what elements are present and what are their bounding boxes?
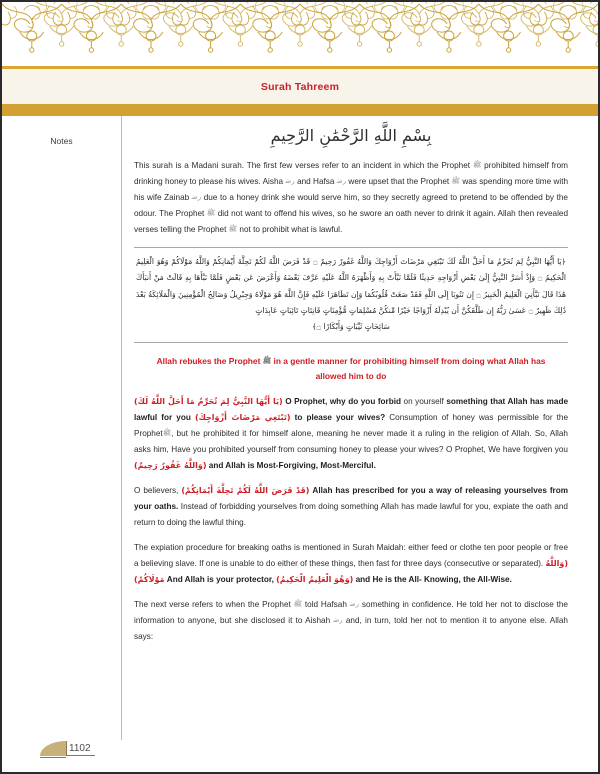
pbuh-icon: ﷺ	[451, 176, 460, 185]
arabic-phrase: (يَا أَيُّهَا النَّبِيُّ لِمَ تُحَرِّمُ مَا أَحَلَّ اللَّهُ لَكَ)	[134, 396, 283, 406]
page-number-group	[40, 741, 95, 756]
believers-text-1: O believers,	[134, 485, 179, 495]
pbuh-icon: ﷺ	[293, 599, 303, 608]
intro-paragraph	[134, 158, 568, 238]
nextverse-text-3: something in confidence. He told her not to disclose the information to anyone, but she disclosed it to Aishah	[134, 599, 568, 625]
quran-verse-block	[134, 247, 568, 344]
tafsir-text-7: and Allah is Most-Forgiving, Most-Merciful.	[208, 460, 376, 470]
expiation-text-3: and He is the All- Knowing, the All-Wise.	[355, 574, 512, 584]
arabic-phrase: (وَاللَّهُ غَفُورٌ رَحِيمٌ)	[134, 460, 207, 470]
paragraph-next-verse	[134, 597, 568, 645]
pbuh-icon: ﷺ	[472, 161, 482, 169]
radiallahu-anha-icon: ﺭﺿ	[333, 615, 343, 624]
page-number: 1102	[67, 744, 95, 756]
intro-text-7: did not want to offend his wives, so he swore an oath never to drink it again. Allah then revealed verses telling the Prophet	[134, 208, 568, 234]
surah-title-band	[2, 69, 598, 104]
expiation-text-1: The expiation procedure for breaking oaths is mentioned in Surah Maidah: either feed or clothe ten poor people or free a believing slave. If one is unable to do either of these things, then fast for three days (consecutive or separated).	[134, 542, 568, 568]
body-area	[2, 116, 598, 740]
ornament-pattern-svg	[2, 2, 598, 66]
tafsir-text-1: O Prophet, why do you forbid	[285, 396, 402, 406]
arabesque-border-ornament	[2, 0, 598, 66]
verse-line-1: ﴿يَا أَيُّهَا النَّبِيُّ لِمَ تُحَرِّمُ مَا أَحَلَّ اللَّهُ لَكَ تَبْتَغِي مَرْضَاتَ أَزْوَاجِكَ وَاللَّهُ غَفُورٌ رَحِيمٌ ۝ قَدْ فَرَضَ اللَّهُ لَكُمْ تَحِلَّةَ أَيْمَانِكُمْ وَاللَّهُ مَوْلَاكُمْ وَهُوَ الْعَلِيمُ الْحَكِيمُ ۝ وَإِذْ أَسَرَّ النَّبِيُّ إِلَىٰ بَعْضِ أَزْوَاجِهِ حَدِيثًا فَلَمَّا نَبَّأَتْ بِهِ وَأَظْهَرَهُ اللَّهُ عَلَيْهِ عَرَّفَ بَعْضَهُ وَأَعْرَضَ عَن بَعْضٍ فَلَمَّا نَبَّأَهَا بِهِ قَالَتْ مَنْ أَنبَأَكَ هَٰذَا قَالَ نَبَّأَنِيَ الْعَلِيمُ الْخَبِيرُ ۝ إِن تَتُوبَا إِلَى اللَّهِ فَقَدْ صَغَتْ قُلُوبُكُمَا وَإِن تَظَاهَرَا عَلَيْهِ فَإِنَّ اللَّهَ هُوَ مَوْلَاهُ وَجِبْرِيلُ وَصَالِحُ الْمُؤْمِنِينَ وَالْمَلَائِكَةُ بَعْدَ ذَٰلِكَ ظَهِيرٌ ۝ عَسَىٰ رَبُّهُ إِن طَلَّقَكُنَّ أَن يُبْدِلَهُ أَزْوَاجًا خَيْرًا مِّنكُنَّ مُسْلِمَاتٍ مُّؤْمِنَاتٍ قَانِتَاتٍ تَائِبَاتٍ عَابِدَاتٍ	[136, 256, 567, 315]
nextverse-text-1: The next verse refers to when the Prophet	[134, 599, 291, 609]
intro-text-4: were upset that the Prophet	[348, 176, 450, 186]
pbuh-icon: ﷺ	[262, 357, 272, 366]
verse-line-2: سَائِحَاتٍ ثَيِّبَاتٍ وَأَبْكَارًا ۝﴾	[312, 322, 390, 332]
intro-text-3: and Hafsa	[297, 176, 335, 186]
believers-text-3: Instead of forbidding yourselves from doing something Allah has made lawful for you, expiate the oath and return to doing the lawful thing.	[134, 501, 568, 527]
heading-text-1: Allah rebukes the Prophet	[156, 356, 261, 367]
page-title: Surah Tahreem	[260, 80, 340, 93]
intro-text-1: This surah is a Madani surah. The first few verses refer to an incident in which the Prophet	[134, 161, 471, 170]
arabic-phrase: (وَاللَّهُ مَوْلَاكُمْ)	[134, 558, 568, 584]
arabic-phrase: (قَدْ فَرَضَ اللَّهُ لَكُمْ تَحِلَّةَ أَيْمَانِكُمْ)	[181, 485, 310, 495]
notes-column	[2, 116, 122, 740]
section-heading	[154, 354, 548, 383]
gold-divider-thick	[2, 104, 598, 116]
tafsir-text-6: , but he prohibited it for himself alone, meaning he never made it a ruling in the religion of Allah. So, Allah asks him, Have you prohibited yourself from consuming honey to please your wives? O Prophet, We have forgiven you	[134, 428, 568, 454]
heading-text-2: in a gentle manner for prohibiting himself from doing what Allah has allowed him to do	[273, 356, 546, 382]
fan-ornament-icon	[40, 741, 67, 756]
radiallahu-anha-icon: ﺭﺿ	[191, 192, 202, 201]
radiallahu-anha-icon: ﺭﺿ	[349, 599, 360, 608]
intro-text-5: was spending more time with his wife Zainab	[134, 176, 569, 202]
radiallahu-anha-icon: ﺭﺿ	[285, 176, 295, 185]
content-column	[122, 116, 598, 740]
expiation-text-2: And Allah is your protector,	[166, 574, 274, 584]
paragraph-expiation	[134, 540, 568, 588]
tafsir-text-3: something that Allah has made lawful for you	[134, 396, 568, 422]
paragraph-believers-oaths	[134, 483, 568, 531]
page-footer	[2, 722, 598, 774]
intro-text-8: not to prohibit what is lawful.	[239, 224, 343, 234]
tafsir-text-4: to please your wives?	[294, 412, 386, 422]
bismillah-calligraphy: بِسْمِ اللَّهِ الرَّحْمَٰنِ الرَّحِيمِ	[270, 126, 432, 145]
pbuh-icon: ﷺ	[228, 224, 238, 233]
intro-text-6: due to a honey drink she would serve him, so they secretly agreed to pretend to be offended by the odour. The Prophet	[134, 192, 568, 218]
arabic-phrase: (تَبْتَغِي مَرْضَاتَ أَزْوَاجِكَ)	[194, 412, 291, 422]
paragraph-prophet-forgiven	[134, 394, 568, 474]
nextverse-text-2: told Hafsah	[304, 599, 347, 609]
believers-text-2: Allah has prescribed for you a way of releasing yourselves from your oaths.	[134, 485, 569, 511]
nextverse-text-4: and, in turn, told her not to mention it to anyone else. Allah says:	[134, 615, 568, 641]
arabic-phrase: (وَهُوَ الْعَلِيمُ الْحَكِيمُ)	[276, 574, 354, 584]
intro-text-2: prohibited himself from drinking honey to please his wives. Aisha	[134, 161, 568, 186]
tafsir-text-2: on yourself	[403, 396, 444, 406]
pbuh-icon: ﷺ	[206, 208, 216, 217]
notes-label: Notes	[50, 136, 73, 146]
pbuh-icon: ﷺ	[162, 428, 172, 437]
radiallahu-anha-icon: ﺭﺿ	[336, 176, 347, 185]
tafsir-text-5: Consumption of honey was permissible for the Prophet	[134, 412, 569, 438]
